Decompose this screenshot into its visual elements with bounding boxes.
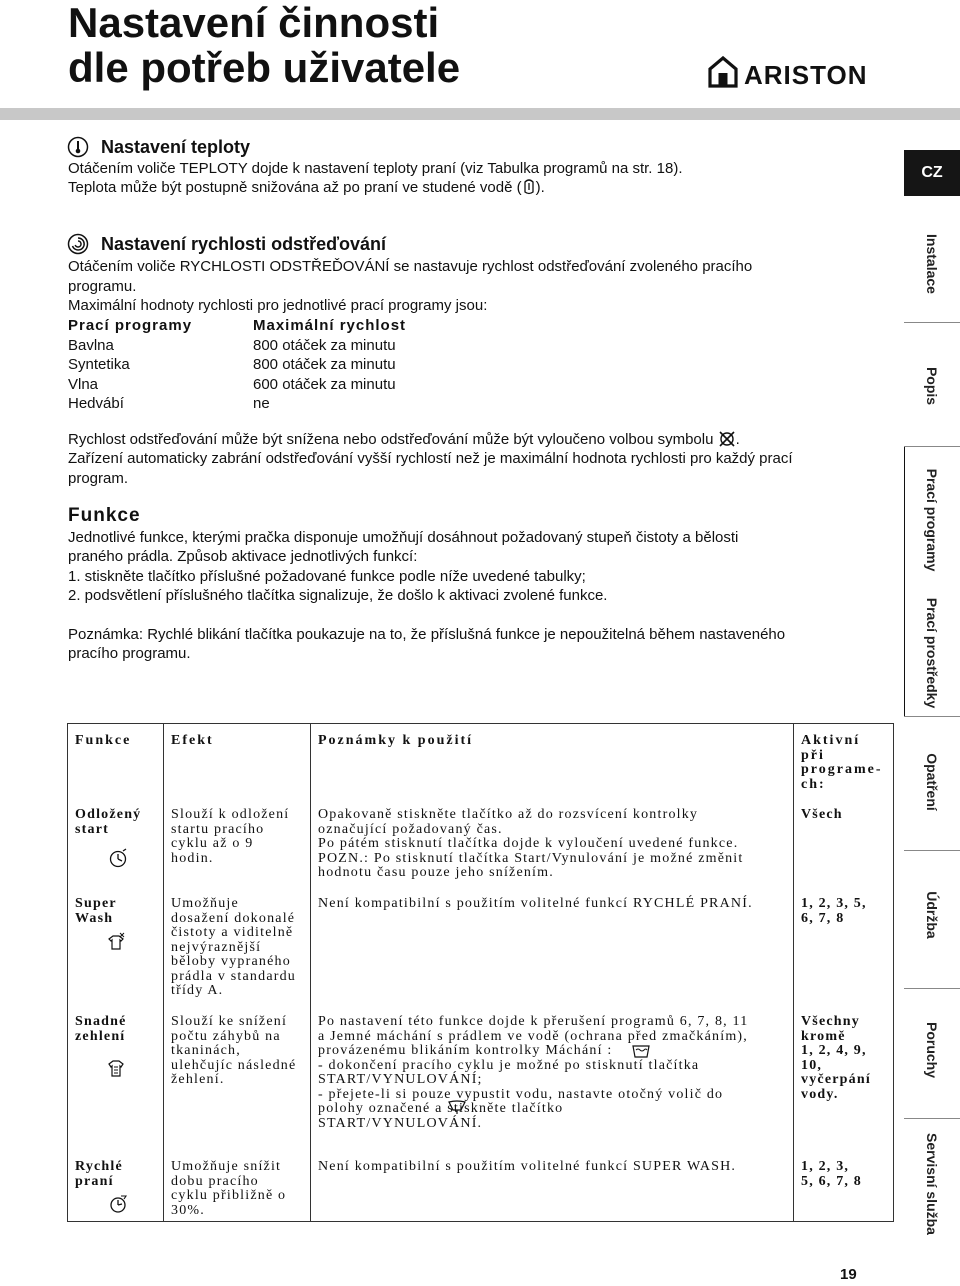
active-delayed-start: Všech xyxy=(801,807,843,822)
sidebar-divider xyxy=(904,446,960,447)
spin-speed-table xyxy=(68,316,568,414)
no-spin-icon xyxy=(718,430,736,448)
page-title xyxy=(68,0,708,90)
spin-para2: Maximální hodnoty rychlosti pro jednotlivé prací programy jsou: xyxy=(68,297,488,314)
spin-para1-line1: Otáčením voliče RYCHLOSTI ODSTŘEĎOVÁNÍ se nastavuje rychlost odstřeďování zvoleného pracího xyxy=(68,258,753,275)
functions-section xyxy=(68,505,898,662)
col-programs: Prací programy xyxy=(68,317,193,334)
sidebar-divider xyxy=(904,988,960,989)
temperature-line-1: Otáčením voliče TEPLOTY dojde k nastavení teploty praní (viz Tabulka programů na str. 18). xyxy=(68,160,683,177)
shirt-sparkle-icon xyxy=(106,932,126,952)
functions-line1: Jednotlivé funkce, kterými pračka disponuje umožňují dosáhnout požadovaný stupeň čistoty a bělosti xyxy=(68,529,739,546)
sidebar-item-popis[interactable]: Popis xyxy=(924,366,940,406)
spin-table-header xyxy=(68,316,568,336)
sidebar-item-praci-programy[interactable]: Prací programy xyxy=(924,468,940,572)
temperature-line-2-end: ). xyxy=(535,179,545,196)
sidebar-item-poruchy[interactable]: Poruchy xyxy=(924,1021,940,1079)
spin-auto-line1: Zařízení automaticky zabrání odstřeďování vyšší rychlostí než je maximální hodnota rychlosti pro každý prací xyxy=(68,450,793,467)
effect-delayed-start: Slouží k odložení startu pracího cyklu až o 9 hodin. xyxy=(171,807,290,866)
functions-line2: praného prádla. Způsob aktivace jednotlivých funkcí: xyxy=(68,548,418,565)
functions-heading: Funkce xyxy=(68,505,141,526)
notes-delayed-start: Opakovaně stiskněte tlačítko až do rozsvícení kontrolky označující požadovaný čas. Po pátém stisknutí tlačítka dojde k vyloučení uvedené funkce. POZN.: Po stisknutí tlačítka Start/Vynulování je možné změnit hodnotu času pouze jeho snížením. xyxy=(318,807,744,880)
header-divider xyxy=(0,108,960,120)
program-name: Syntetika xyxy=(68,356,130,373)
sidebar-item-udrzba[interactable]: Údržba xyxy=(924,891,940,939)
header-function: Funkce xyxy=(75,733,132,748)
spin-auto-line2: program. xyxy=(68,470,129,487)
effect-quick-wash: Umožňuje snížit dobu pracího cyklu přibližně o 30%. xyxy=(171,1159,287,1218)
easy-iron-shirt-icon xyxy=(106,1058,126,1078)
spin-table-row xyxy=(68,355,568,375)
program-speed: ne xyxy=(253,395,270,412)
language-tab[interactable]: CZ xyxy=(904,150,960,196)
spin-heading: Nastavení rychlosti odstřeďování xyxy=(101,234,387,254)
program-speed: 800 otáček za minutu xyxy=(253,336,396,354)
rinse-icon xyxy=(632,1044,650,1058)
thermometer-icon xyxy=(67,136,89,158)
spin-para1-line2: programu. xyxy=(68,278,137,295)
page-number: 19 xyxy=(840,1266,857,1283)
program-name: Hedvábí xyxy=(68,395,124,412)
effect-super-wash: Umožňuje dosažení dokonalé čistoty a viditelně nejvýraznější běloby vypraného prádla v standardu třídy A. xyxy=(171,896,297,998)
sidebar-item-opatreni[interactable]: Opatření xyxy=(924,753,940,811)
active-super-wash: 1, 2, 3, 5, 6, 7, 8 xyxy=(801,896,867,926)
program-name: Bavlna xyxy=(68,336,114,354)
title-line-1: Nastavení činnosti xyxy=(68,0,440,46)
sidebar-divider xyxy=(904,1118,960,1119)
spin-table-row xyxy=(68,336,568,356)
temperature-heading: Nastavení teploty xyxy=(101,137,251,157)
quick-wash-icon xyxy=(108,1194,128,1214)
spin-table-row xyxy=(68,375,568,395)
program-name: Vlna xyxy=(68,375,99,393)
functions-step1: 1. stiskněte tlačítko příslušné požadované funkce podle níže uvedené tabulky; xyxy=(68,568,586,585)
col-max-speed: Maximální rychlost xyxy=(253,317,407,334)
program-speed: 600 otáček za minutu xyxy=(253,375,396,393)
spin-table-row xyxy=(68,394,568,414)
header-notes: Poznámky k použití xyxy=(318,733,474,748)
sidebar-item-praci-prostredky[interactable]: Prací prostředky xyxy=(924,597,940,709)
spin-exclusion-end: . xyxy=(735,431,740,448)
sidebar-divider xyxy=(904,850,960,851)
notes-super-wash: Není kompatibilní s použitím volitelné funkcí RYCHLÉ PRANÍ. xyxy=(318,896,753,911)
ariston-logo xyxy=(706,54,896,92)
sidebar-item-servisni-sluzba[interactable]: Servisní služba xyxy=(924,1133,940,1235)
spin-exclusion-line xyxy=(68,430,740,450)
table-divider xyxy=(793,724,794,1221)
notes-quick-wash: Není kompatibilní s použitím volitelné funkcí SUPER WASH. xyxy=(318,1159,737,1174)
spin-exclusion-text: Rychlost odstřeďování může být snížena nebo odstřeďování může být vyloučeno volbou symbolu xyxy=(68,431,714,448)
sidebar-divider xyxy=(904,322,960,323)
functions-note-line1: Poznámka: Rychlé blikání tlačítka poukazuje na to, že příslušná funkce je nepoužitelná během nastaveného xyxy=(68,626,786,643)
active-quick-wash: 1, 2, 3, 5, 6, 7, 8 xyxy=(801,1159,862,1189)
function-name-super-wash: Super Wash xyxy=(75,896,117,926)
cold-water-icon xyxy=(522,179,536,195)
drain-icon xyxy=(448,1100,466,1114)
notes-easy-iron: Po nastavení této funkce dojde k přerušení programů 6, 7, 8, 11 a Jemné máchání s prádlem ve vodě (ochrana před zmačkáním), provázenému blikáním kontrolky Máchání : - dokončení pracího cyklu je možné po stisknutí tlačítka START/VYNULOVÁNÍ; - přejete-li si pouze vypustit vodu, nastavte otočný volič do polohy označené a stiskněte tlačítko START/VYNULOVÁNÍ. xyxy=(318,1014,749,1131)
clock-icon xyxy=(108,848,128,868)
spin-icon xyxy=(67,233,89,255)
table-divider xyxy=(310,724,311,1221)
temperature-line-2-text: Teplota může být postupně snižována až po praní ve studené vodě ( xyxy=(68,179,522,196)
functions-step2: 2. podsvětlení příslušného tlačítka signalizuje, že došlo k aktivaci zvolené funkce. xyxy=(68,587,608,604)
function-name-delayed-start: Odložený start xyxy=(75,807,142,837)
active-easy-iron: Všechny kromě 1, 2, 4, 9, 10, vyčerpání vody. xyxy=(801,1014,871,1102)
sidebar-item-instalace[interactable]: Instalace xyxy=(924,234,940,294)
sidebar-divider xyxy=(904,716,960,717)
house-logo-icon xyxy=(708,56,738,88)
effect-easy-iron: Slouží ke snížení počtu záhybů na tkaninách, ulehčujíc následné žehlení. xyxy=(171,1014,297,1087)
header-effect: Efekt xyxy=(171,733,214,748)
brand-wordmark: ARISTON xyxy=(744,60,868,90)
table-divider xyxy=(163,724,164,1221)
functions-note-line2: pracího programu. xyxy=(68,645,191,662)
temperature-line-2 xyxy=(68,178,545,198)
functions-table xyxy=(67,723,894,1222)
function-name-easy-iron: Snadné zehlení xyxy=(75,1014,127,1044)
section-sidebar xyxy=(904,150,960,1246)
function-name-quick-wash: Rychlé praní xyxy=(75,1159,123,1189)
title-line-2: dle potřeb uživatele xyxy=(68,44,461,91)
header-active-programs: Aktivní při programe- ch: xyxy=(801,733,883,792)
program-speed: 800 otáček za minutu xyxy=(253,356,396,373)
